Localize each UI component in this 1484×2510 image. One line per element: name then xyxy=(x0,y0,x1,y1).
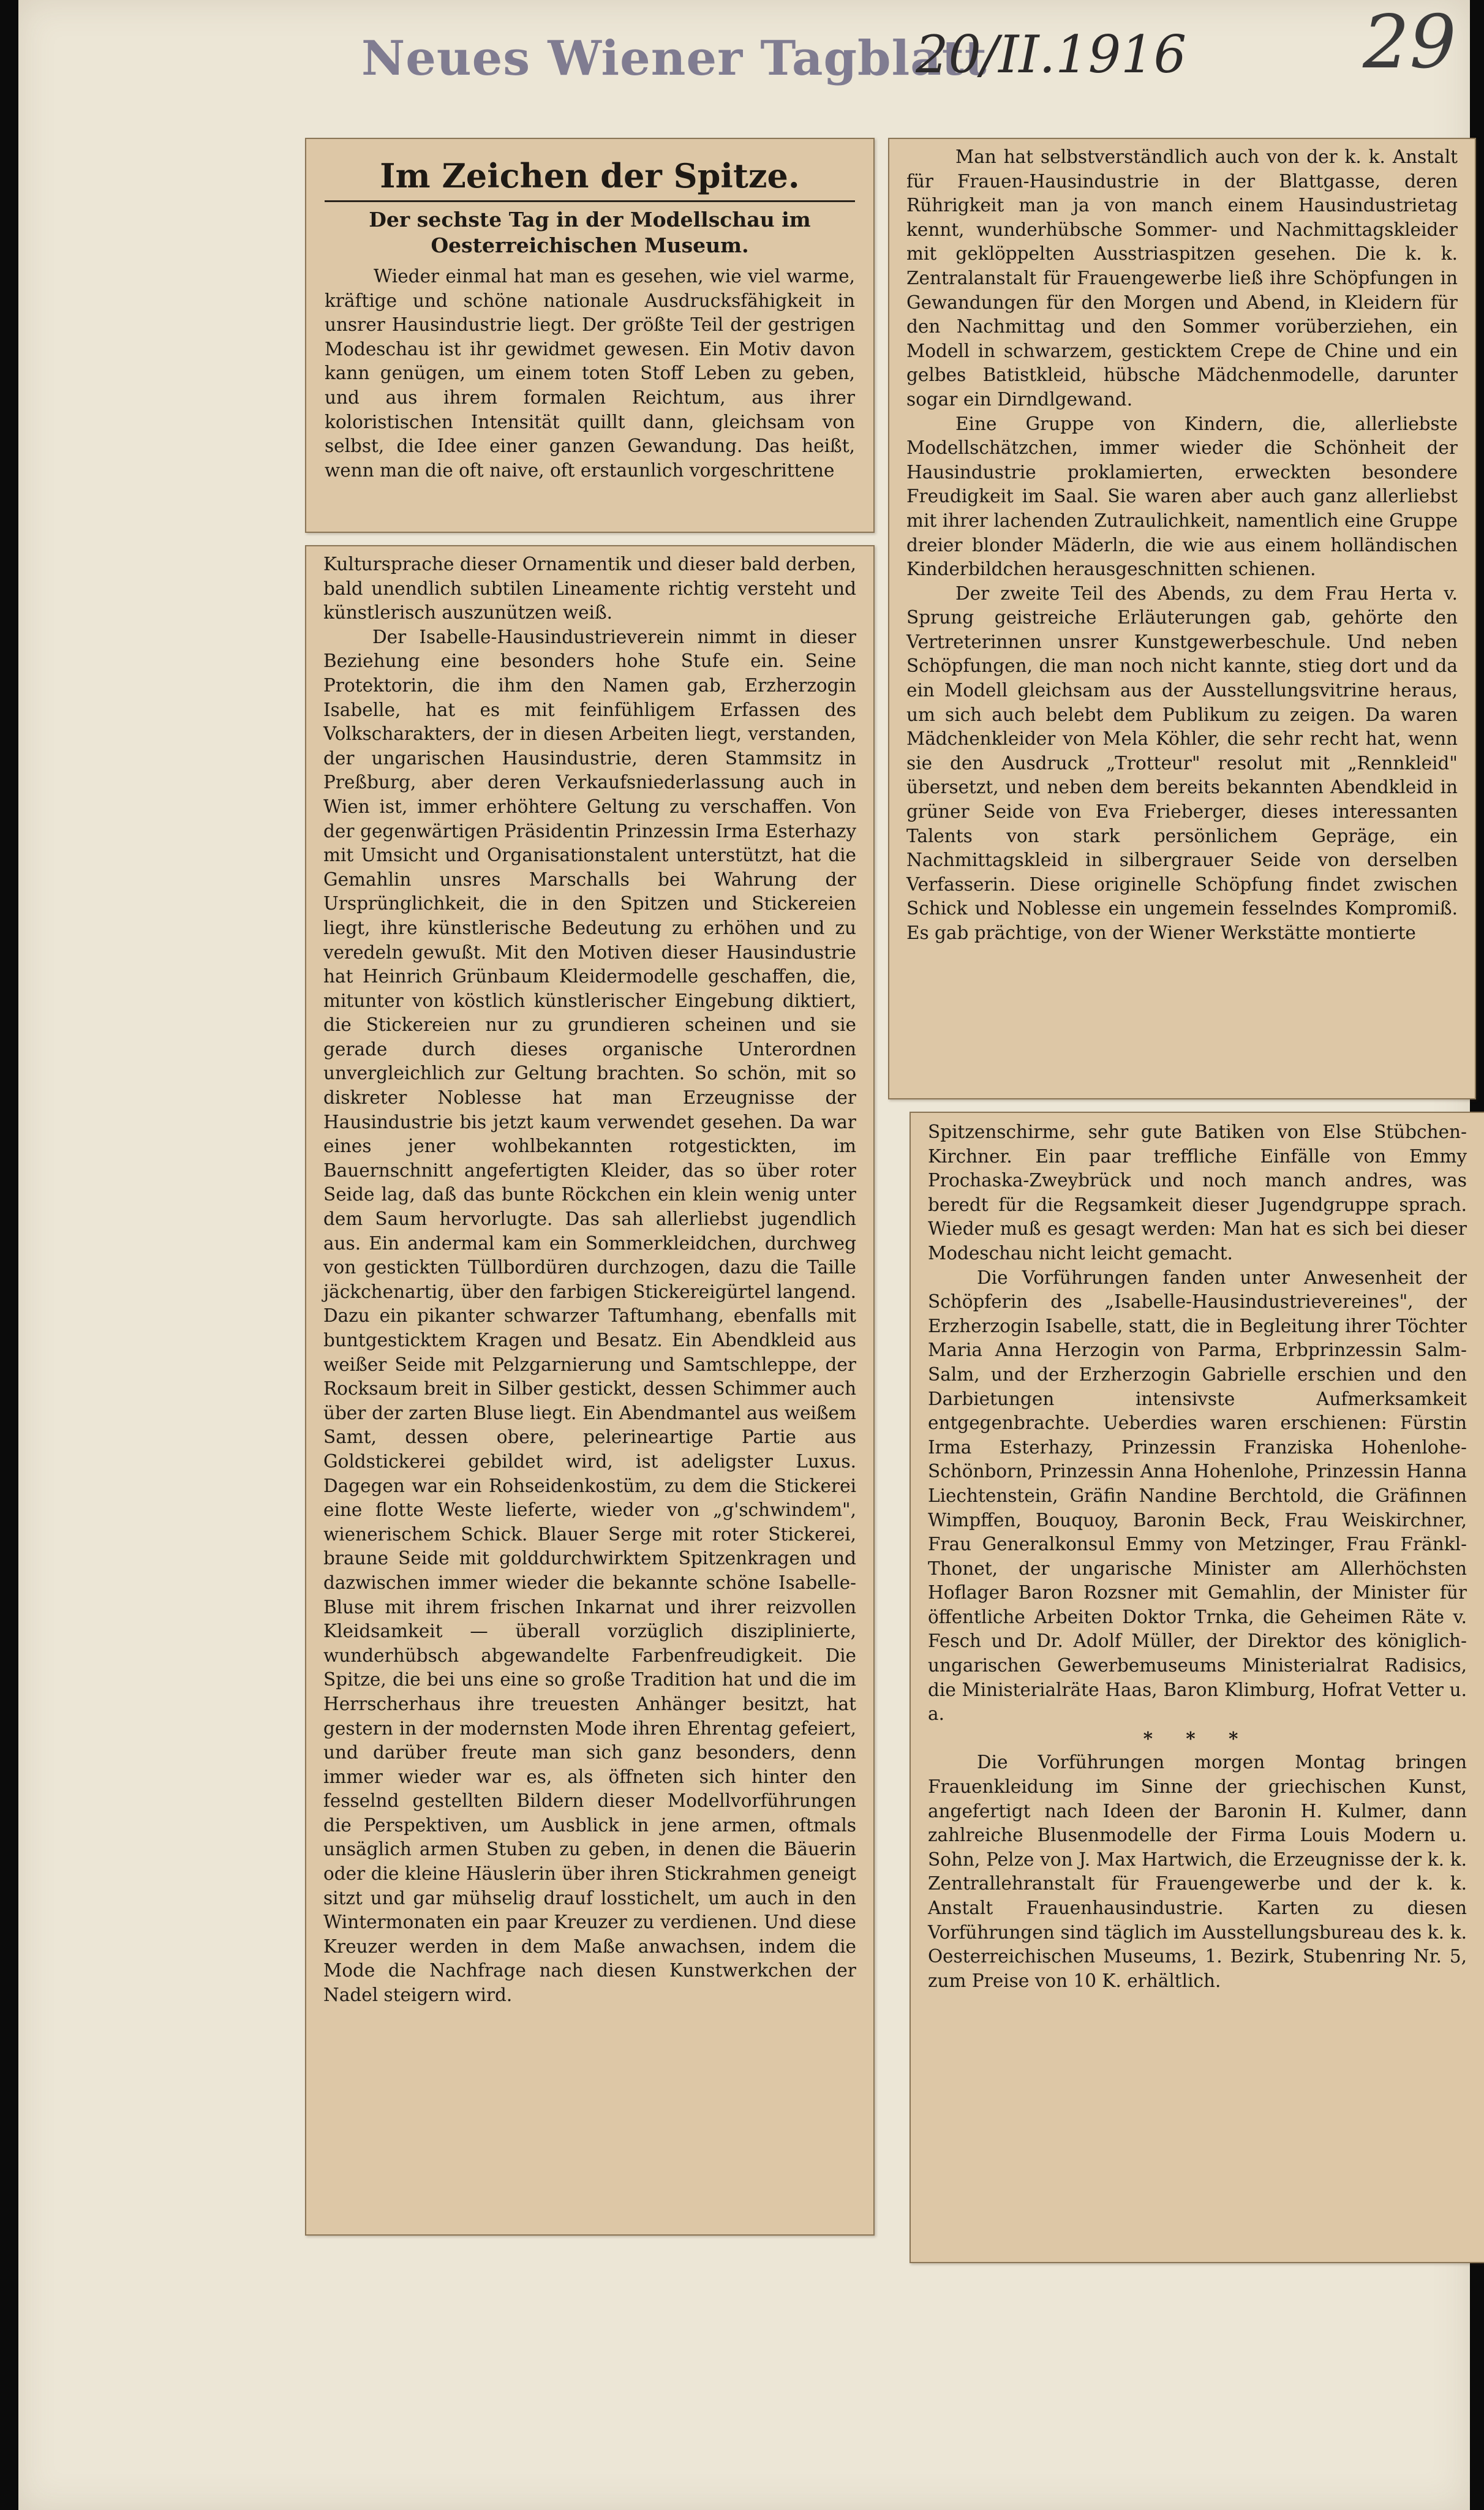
column-1-top xyxy=(325,265,855,483)
clipping-column-1 xyxy=(305,545,875,2236)
article-subheadline: Der sechste Tag in der Modellschau im Oesterreichischen Museum. xyxy=(369,208,811,257)
paragraph: Der zweite Teil des Abends, zu dem Frau Herta v. Sprung geistreiche Erläuterungen gab, gehörte den Vertreterinnen unsrer Kunstgewerbeschule. Und neben Schöpfungen, die man noch nicht kannte, stieg dort und da ein Modell gleichsam aus der Ausstellungsvitrine heraus, um sich auch belebt dem Publikum zu zeigen. Da waren Mädchenkleider von Mela Köhler, die sehr recht hat, wenn sie den Ausdruck „Trotteur" resolut mit „Rennkleid" übersetzt, und neben dem bereits bekannten Abendkleid in grüner Seide von Eva Frieberger, dieses interessanten Talents von stark persönlichem Gepräge, ein Nachmittagskleid in silbergrauer Seide von derselben Verfasserin. Diese originelle Schöpfung findet zwischen Schick und Noblesse ein ungemein fesselndes Kompromiß. Es gab prächtige, von der Wiener Werkstätte montierte xyxy=(906,582,1458,943)
paragraph: Wieder einmal hat man es gesehen, wie viel warme, kräftige und schöne nationale Ausdrucksfähigkeit in unsrer Hausindustrie liegt. Der größte Teil der gestrigen Modeschau ist ihr gewidmet gewesen. Ein Motiv davon kann genügen, um einem toten Stoff Leben zu geben, und aus ihrem formalen Reichtum, aus ihrer koloristischen Intensität quillt dann, gleichsam von selbst, die Idee einer ganzen Gewandung. Das heißt, wenn man die oft naive, oft erstaunlich vorgeschrittene xyxy=(325,266,855,481)
paragraph: Der Isabelle-Hausindustrieverein nimmt in dieser Beziehung eine besonders hohe Stufe ein. Seine Protektorin, die ihm den Namen gab, Erzherzogin Isabelle, hat es mit feinfühligem Erfassen des Volkscharakters, der in diesen Arbeiten liegt, verstanden, der ungarischen Hausindustrie, deren Stammsitz in Preßburg, aber deren Verkaufsniederlassung auch in Wien ist, immer erhöhtere Geltung zu verschaffen. Von der gegenwärtigen Präsidentin Prinzessin Irma Esterhazy mit Umsicht und Organisationstalent unterstützt, hat die Gemahlin unsres Marschalls bei Wahrung der Ursprünglichkeit, die in den Spitzen und Stickereien liegt, ihre künstlerische Bedeutung zu erhöhen und zu veredeln gewußt. Mit den Motiven dieser Hausindustrie hat Heinrich Grünbaum Kleidermodelle geschaffen, die, mitunter von köstlich künstlerischer Eingebung diktiert, die Stickereien nur zu grundieren scheinen und sie gerade durch dieses organische Unterordnen unvergleichlich zur Geltung brachten. So schön, mit so diskreter Noblesse hat man Erzeugnisse der Hausindustrie bis jetzt kaum verwendet gesehen. Da war eines jener wohlbekannten rotgestickten, im Bauernschnitt angefertigten Kleider, das so über roter Seide lag, daß das bunte Röckchen ein klein wenig unter dem Saum hervorlugte. Das sah allerliebst jugendlich aus. Ein andermal kam ein Sommerkleidchen, durchweg von gestickten Tüllbordüren durchzogen, dazu die Taille jäckchenartig, über den farbigen Stickereigürtel langend. Dazu ein pikanter schwarzer Taftumhang, ebenfalls mit buntgesticktem Kragen und Besatz. Ein Abendkleid aus weißer Seide mit Pelzgarnierung und Samtschleppe, der Rocksaum breit in Silber gestickt, dessen Schimmer auch über der zarten Bluse liegt. Ein Abendmantel aus weißem Samt, dessen obere, pelerineartige Partie aus Goldstickerei gebildet wird, ist adeligster Luxus. Dagegen war ein Rohseidenkostüm, zu dem die Stickerei eine flotte Weste lieferte, wieder von „g'schwindem", wienerischem Schick. Blauer Serge mit roter Stickerei, braune Seide mit golddurchwirktem Spitzenkragen und dazwischen immer wieder die bekannte schöne Isabelle-Bluse mit ihrem frischen Inkarnat und ihrer reizvollen Kleidsamkeit — überall vorzüglich disziplinierte, wunderhübsch abgewandelte Farbenfreudigkeit. Die Spitze, die bei uns eine so große Tradition hat und die im Herrscherhaus ihre treuesten Anhänger besitzt, hat gestern in der modernsten Mode ihren Ehrentag gefeiert, und darüber freute man sich ganz besonders, denn immer wieder war es, als öffneten sich hinter den fesselnd gestellten Bildern dieser Modellvorführungen die Perspektiven, um Ausblick in jene armen, oftmals unsäglich armen Stuben zu geben, in denen die Bäuerin oder die kleine Häuslerin über ihren Stickrahmen geneigt sitzt und gar mühselig drauf losstichelt, um auch in den Wintermonaten ein paar Kreuzer zu verdienen. Und diese Kreuzer werden in dem Maße anwachsen, indem die Mode die Nachfrage nach diesen Kunstwerkchen der Nadel steigern wird. xyxy=(323,626,856,2006)
paragraph: Die Vorführungen morgen Montag bringen Frauenkleidung im Sinne der griechischen Kunst, angefertigt nach Ideen der Baronin H. Kulmer, dann zahlreiche Blusenmodelle der Firma Louis Modern u. Sohn, Pelze von J. Max Hartwich, die Erzeugnisse der k. k. Zentrallehranstalt für Frauengewerbe und der k. k. Anstalt Frauenhausindustrie. Karten zu diesen Vorführungen sind täglich im Ausstellungsbureau des k. k. Oesterreichischen Museums, 1. Bezirk, Stubenring Nr. 5, zum Preise von 10 K. erhältlich. xyxy=(928,1752,1467,1991)
section-separator: * * * xyxy=(1143,1727,1252,1749)
clipping-column-2-bottom xyxy=(910,1112,1484,2263)
paragraph: Eine Gruppe von Kindern, die, allerliebste Modellschätzchen, immer wieder die Schönheit der Hausindustrie proklamierten, erweckten besondere Freudigkeit im Saal. Sie waren aber auch ganz allerliebst mit ihrer lachenden Zutraulichkeit, namentlich eine Gruppe dreier blonder Mäderln, die wie aus einem holländischen Kinderbildchen herausgeschnitten schienen. xyxy=(906,413,1458,580)
paragraph: Man hat selbstverständlich auch von der k. k. Anstalt für Frauen-Hausindustrie in der Blattgasse, deren Rührigkeit man ja von manch einem Hausindustrietag kennt, wunderhübsche Sommer- und Nachmittagskleider mit geklöppelten Ausstriaspitzen gesehen. Die k. k. Zentralanstalt für Frauengewerbe ließ ihre Schöpfungen in Gewandungen für den Morgen und Abend, in Kleidern für den Nachmittag und den Sommer vorüberziehen, ein Modell in schwarzem, gesticktem Crepe de Chine und ein gelbes Batistkleid, hübsche Mädchenmodelle, darunter sogar ein Dirndlgewand. xyxy=(906,146,1458,410)
clipping-column-2-top xyxy=(888,138,1476,1099)
newspaper-masthead: Neues Wiener Tagblatt xyxy=(361,31,987,86)
handwritten-date: 20/II.1916 xyxy=(916,24,1187,85)
paragraph: Die Vorführungen fanden unter Anwesenheit der Schöpferin des „Isabelle-Hausindustrievereines", der Erzherzogin Isabelle, statt, die in Begleitung ihrer Töchter Maria Anna Herzogin von Parma, Erbprinzessin Salm-Salm, und der Erzherzogin Gabrielle erschien und den Darbietungen intensivste Aufmerksamkeit entgegenbrachte. Ueberdies waren erschienen: Fürstin Irma Esterhazy, Prinzessin Franziska Hohenlohe-Schönborn, Prinzessin Anna Hohenlohe, Prinzessin Hanna Liechtenstein, Gräfin Nandine Berchtold, die Gräfinnen Wimpffen, Bouquoy, Baronin Beck, Frau Weiskirchner, Frau Generalkonsul Emmy von Metzinger, Frau Fränkl-Thonet, der ungarische Minister am Allerhöchsten Hoflager Baron Rozsner mit Gemahlin, der Minister für öffentliche Arbeiten Doktor Trnka, die Geheimen Räte v. Fesch und Dr. Adolf Müller, der Direktor des königlich-ungarischen Gewerbemuseums Ministerialrat Radisics, die Ministerialräte Haas, Baron Klimburg, Hofrat Vetter u. a. xyxy=(928,1267,1467,1725)
archive-number: 29 xyxy=(1363,0,1456,85)
headline-rule xyxy=(325,200,855,202)
archive-sheet xyxy=(18,0,1470,2510)
clipping-headline-block xyxy=(305,138,875,533)
paragraph: Spitzenschirme, sehr gute Batiken von Else Stübchen-Kirchner. Ein paar treffliche Einfälle von Emmy Prochaska-Zweybrück und noch manch andres, was beredt für die Regsamkeit dieser Jugendgruppe sprach. Wieder muß es gesagt werden: Man hat es sich bei dieser Modeschau nicht leicht gemacht. xyxy=(928,1121,1467,1264)
paragraph: Kultursprache dieser Ornamentik und dieser bald derben, bald unendlich subtilen Lineamente richtig versteht und künstlerisch auszunützen weiß. xyxy=(323,554,856,624)
article-headline: Im Zeichen der Spitze. xyxy=(380,156,800,195)
